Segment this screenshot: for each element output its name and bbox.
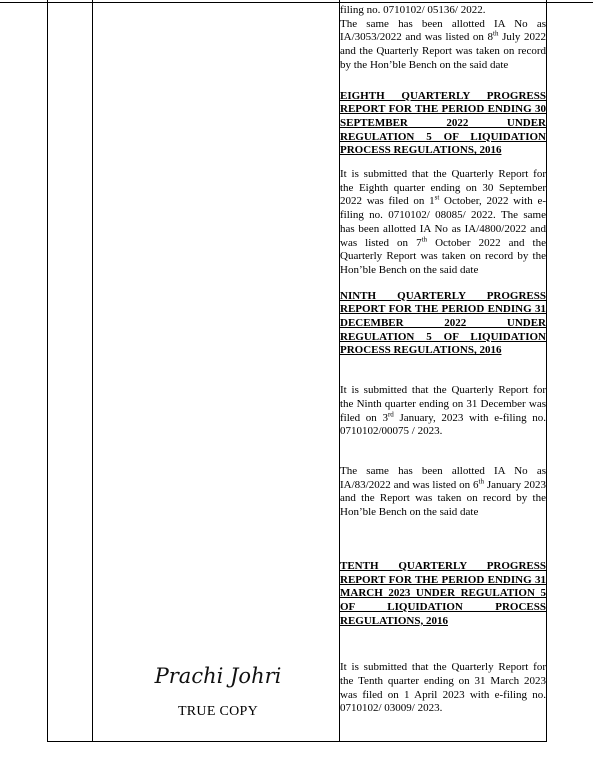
text-segment: It is submitted that the Quarterly Report for the Ninth quarter ending on 31 December was filed on 3	[340, 384, 546, 424]
text-segment: October 2022 and the Quarterly Report was taken on record by the Hon’ble Bench on the said date	[340, 236, 546, 276]
ordinal-suffix: th	[493, 29, 499, 38]
allotment-text-cont: July 2022 and the Quarterly Report was taken on record by the Hon’ble Bench on the said date	[340, 31, 546, 71]
allotment-text: The same has been allotted IA No as IA/3053/2022 and was listed on 8	[340, 17, 546, 44]
ordinal-suffix: th	[478, 477, 484, 486]
details-column	[340, 4, 546, 716]
text-segment: The same has been allotted IA No as IA/83/2022 and was listed on 6	[340, 464, 546, 491]
paragraph-ninth-allotment	[340, 465, 546, 520]
filing-text: filing no. 0710102/ 05136/ 2022.	[340, 4, 486, 16]
ordinal-suffix: rd	[387, 409, 394, 418]
signature-text: Prachi Johri	[154, 664, 282, 688]
text-segment: It is submitted that the Quarterly Report for the Eighth quarter ending on 30 September 2022 was filed on 1	[340, 168, 546, 208]
paragraph-eighth-report	[340, 168, 546, 278]
text-segment: January 2023 and the Report was taken on record by the Hon’ble Bench on the said date	[340, 478, 546, 519]
paragraph-ninth-report	[340, 384, 546, 439]
true-copy-label: TRUE COPY	[177, 704, 259, 719]
signature-image	[148, 658, 288, 692]
text-segment: January, 2023 with e-filing no. 0710102/00075 / 2023.	[340, 411, 546, 438]
heading-ninth-report: NINTH QUARTERLY PROGRESS REPORT FOR THE PERIOD ENDING 31 DECEMBER 2022 UNDER REGULATION 5 OF LIQUIDATION PROCESS REGULATIONS, 2016	[340, 289, 546, 357]
heading-tenth-report: TENTH QUARTERLY PROGRESS REPORT FOR THE PERIOD ENDING 31 MARCH 2023 UNDER REGULATION 5 OF LIQUIDATION PROCESS REGULATIONS, 2016	[340, 559, 546, 627]
paragraph-filing	[340, 4, 546, 73]
paragraph-tenth-report: It is submitted that the Quarterly Report for the Tenth quarter ending on 31 March 2023 was filed on 1 April 2023 with e-filing no. 0710102/ 03009/ 2023.	[340, 661, 546, 715]
signature	[118, 658, 318, 692]
ordinal-suffix: st	[434, 193, 440, 202]
heading-eighth-report: EIGHTH QUARTERLY PROGRESS REPORT FOR THE PERIOD ENDING 30 SEPTEMBER 2022 UNDER REGULATION 5 OF LIQUIDATION PROCESS REGULATIONS, 2016	[340, 89, 546, 157]
column-divider-1	[92, 0, 93, 742]
text-segment: October, 2022 with e-filing no. 0710102/ 08085/ 2022. The same has been allotted IA No as IA/4800/2022 and was listed on 7	[340, 195, 546, 249]
ordinal-suffix: th	[421, 234, 428, 243]
